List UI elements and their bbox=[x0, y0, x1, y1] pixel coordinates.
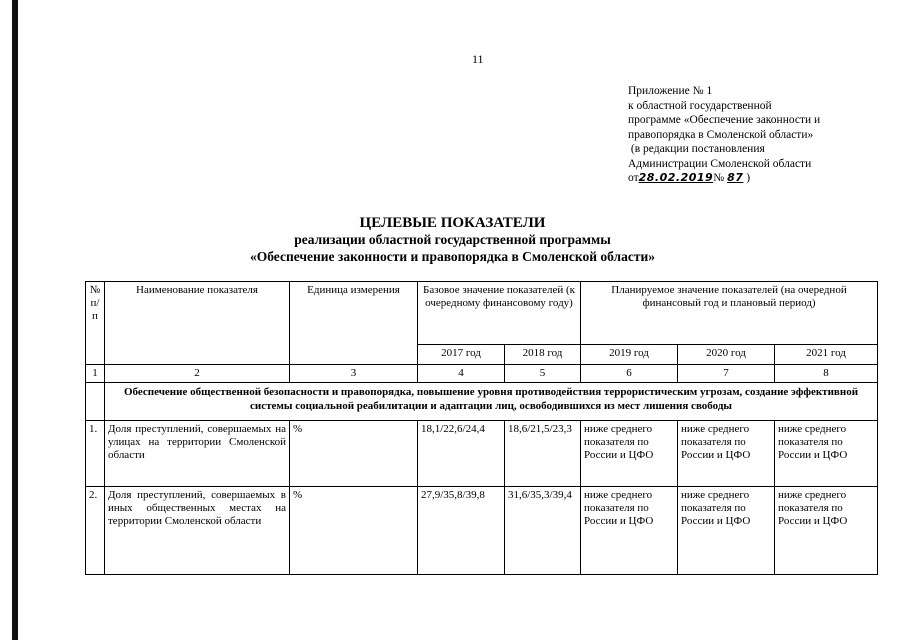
year-2021: 2021 год bbox=[775, 345, 878, 365]
row-value-2018: 31,6/35,3/39,4 bbox=[505, 487, 581, 575]
column-number: 6 bbox=[581, 365, 678, 383]
row-num: 1. bbox=[86, 421, 105, 487]
appendix-date-line bbox=[628, 171, 888, 186]
row-value-2019: ниже среднего показателя по России и ЦФО bbox=[581, 487, 678, 575]
appendix-line: (в редакции постановления bbox=[628, 143, 765, 155]
column-number: 2 bbox=[105, 365, 290, 383]
section-title: Обеспечение общественной безопасности и правопорядка, повышение уровня противодействия террористическим угрозам, создание эффективной системы социальной реабилитации и адаптации лиц, освободившихся из мест лишения свободы bbox=[105, 383, 878, 421]
section-row bbox=[86, 383, 878, 421]
column-number: 8 bbox=[775, 365, 878, 383]
title-line-2: реализации областной государственной программы bbox=[294, 232, 611, 247]
row-value-2021: ниже среднего показателя по России и ЦФО bbox=[775, 487, 878, 575]
handwritten-date: 28.02.2019 bbox=[638, 171, 714, 184]
section-empty-cell bbox=[86, 383, 105, 421]
document-title bbox=[0, 214, 905, 265]
title-main: ЦЕЛЕВЫЕ ПОКАЗАТЕЛИ bbox=[359, 215, 546, 231]
year-2019: 2019 год bbox=[581, 345, 678, 365]
row-num: 2. bbox=[86, 487, 105, 575]
table-row bbox=[86, 487, 878, 575]
row-name: Доля преступлений, совершаемых в иных общественных местах на территории Смоленской области bbox=[105, 487, 290, 575]
appendix-line: Приложение № 1 bbox=[628, 85, 713, 97]
header-unit: Единица измерения bbox=[290, 282, 418, 365]
closing-paren: ) bbox=[743, 172, 751, 184]
row-value-2021: ниже среднего показателя по России и ЦФО bbox=[775, 421, 878, 487]
column-number-row bbox=[86, 365, 878, 383]
header-name: Наименование показателя bbox=[105, 282, 290, 365]
year-2020: 2020 год bbox=[678, 345, 775, 365]
year-2018: 2018 год bbox=[505, 345, 581, 365]
number-sign: № bbox=[713, 172, 725, 184]
header-num: № п/п bbox=[86, 282, 105, 365]
row-name: Доля преступлений, совершаемых на улицах на территории Смоленской области bbox=[105, 421, 290, 487]
page-number: 11 bbox=[472, 52, 484, 66]
header-base: Базовое значение показателей (к очередному финансовому году) bbox=[418, 282, 581, 345]
row-unit: % bbox=[290, 421, 418, 487]
row-value-2018: 18,6/21,5/23,3 bbox=[505, 421, 581, 487]
date-prefix: от bbox=[628, 172, 639, 184]
column-number: 3 bbox=[290, 365, 418, 383]
appendix-line: Администрации Смоленской области bbox=[628, 157, 812, 170]
column-number: 1 bbox=[86, 365, 105, 383]
row-value-2020: ниже среднего показателя по России и ЦФО bbox=[678, 487, 775, 575]
targets-table bbox=[85, 281, 878, 575]
row-value-2019: ниже среднего показателя по России и ЦФО bbox=[581, 421, 678, 487]
appendix-block bbox=[628, 84, 888, 186]
scan-edge-bar bbox=[12, 0, 18, 640]
title-line-3: «Обеспечение законности и правопорядка в Смоленской области» bbox=[249, 248, 656, 264]
column-number: 7 bbox=[678, 365, 775, 383]
column-number: 4 bbox=[418, 365, 505, 383]
row-unit: % bbox=[290, 487, 418, 575]
appendix-line: программе «Обеспечение законности и bbox=[628, 114, 821, 126]
year-2017: 2017 год bbox=[418, 345, 505, 365]
header-planned: Планируемое значение показателей (на очередной финансовый год и плановый период) bbox=[581, 282, 878, 345]
handwritten-number: 87 bbox=[727, 171, 744, 184]
column-number: 5 bbox=[505, 365, 581, 383]
row-value-2020: ниже среднего показателя по России и ЦФО bbox=[678, 421, 775, 487]
appendix-line: правопорядка в Смоленской области» bbox=[628, 128, 814, 141]
header-row bbox=[86, 282, 878, 345]
row-value-2017: 27,9/35,8/39,8 bbox=[418, 487, 505, 575]
table-row bbox=[86, 421, 878, 487]
row-value-2017: 18,1/22,6/24,4 bbox=[418, 421, 505, 487]
appendix-line: к областной государственной bbox=[628, 99, 772, 112]
